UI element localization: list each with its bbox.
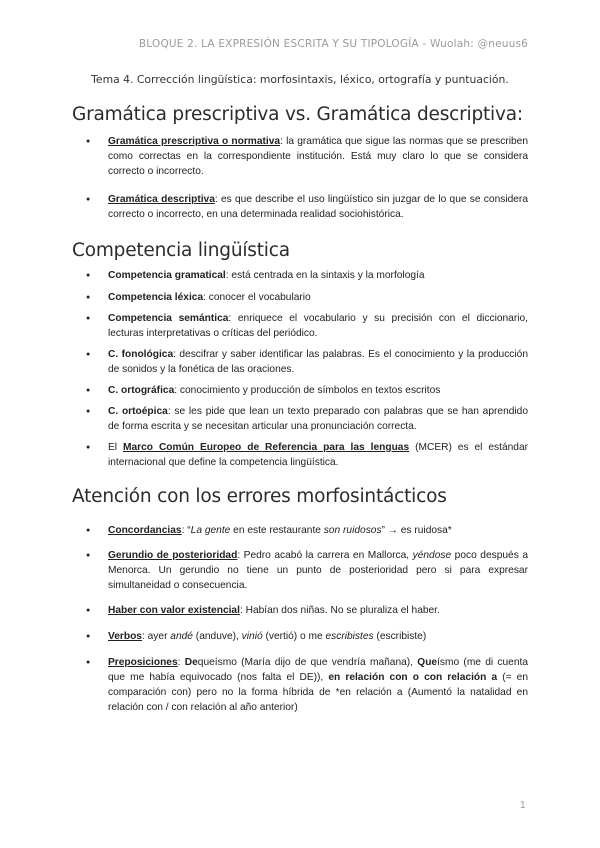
section-title-errores: Atención con los errores morfosintácticos	[72, 486, 447, 507]
list-item: ● Gerundio de posterioridad: Pedro acabó la carrera en Mallorca, yéndose poco después a Menorca. Un gerundio no tiene un punto de posterioridad pero si para expresar simultaneidad o consecuencia.	[108, 548, 528, 593]
list-item: ● Gramática prescriptiva o normativa: la gramática que sigue las normas que se prescriben como correctas en la correspondiente institución. Está muy claro lo que se considera correcto o incorrecto.	[108, 134, 528, 179]
section-title-gramatica: Gramática prescriptiva vs. Gramática descriptiva:	[72, 104, 523, 125]
list-item: ● Haber con valor existencial: Habían dos niñas. No se pluraliza el haber.	[108, 603, 528, 618]
list-item: ● Competencia semántica: enriquece el vocabulario y su precisión con el diccionario, lecturas interpretativas o críticas del periódico.	[108, 311, 528, 341]
list-item: ● C. ortoépica: se les pide que lean un texto preparado con palabras que se han aprendido de forma escrita y se necesitan articular una pronunciación correcta.	[108, 404, 528, 434]
list-item: ● Gramática descriptiva: es que describe el uso lingüístico sin juzgar de lo que se considera correcto o incorrecto, en una determinada realidad sociohistórica.	[108, 192, 528, 222]
page-number: 1	[520, 800, 526, 811]
list-item: ● C. ortográfica: conocimiento y producción de símbolos en textos escritos	[108, 383, 528, 398]
list-item: ● C. fonológica: descifrar y saber identificar las palabras. Es el conocimiento y la producción de sonidos y la fonética de las oraciones.	[108, 347, 528, 377]
list-item: ● Competencia léxica: conocer el vocabulario	[108, 290, 528, 305]
list-item: ● Concordancias: “La gente en este restaurante son ruidosos” → es ruidosa*	[108, 523, 528, 538]
list-item: ● Verbos: ayer andé (anduve), vinió (vertió) o me escribistes (escribiste)	[108, 629, 528, 644]
section-title-competencia: Competencia lingüística	[72, 240, 290, 261]
list-item: ● Preposiciones: Dequeísmo (María dijo de que vendría mañana), Queísmo (me di cuenta que me había equivocado (nos falta el DE)), en relación con o con relación a (= en comparación con) pero no la forma híbrida de *en relación a (Aumentó la natalidad en relación con / con relación al año anterior)	[108, 655, 528, 715]
list-item: ● Competencia gramatical: está centrada en la sintaxis y la morfología	[108, 268, 528, 283]
page-header: BLOQUE 2. LA EXPRESIÓN ESCRITA Y SU TIPOLOGÍA - Wuolah: @neuus6	[138, 38, 528, 50]
document-subtitle: Tema 4. Corrección lingüística: morfosintaxis, léxico, ortografía y puntuación.	[91, 73, 509, 86]
list-item: ● El Marco Común Europeo de Referencia para las lenguas (MCER) es el estándar internacional que define la competencia lingüística.	[108, 440, 528, 470]
